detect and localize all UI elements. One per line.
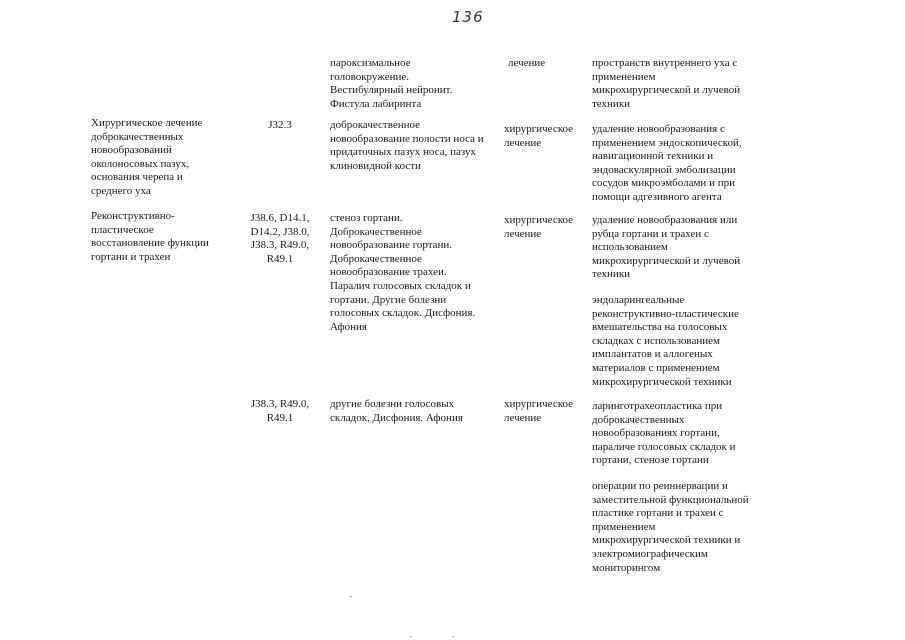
text-line: пластике гортани и трахеи с (592, 507, 724, 520)
row2-method2 (592, 294, 739, 389)
text-line: заместительной функциональной (592, 493, 749, 506)
row1-method (592, 123, 742, 205)
text-line: доброкачественных (592, 413, 685, 426)
row3-method2 (592, 480, 749, 575)
text-line: параличе голосовых складок и (592, 440, 736, 453)
text-line: эндоларингеальные (592, 294, 685, 306)
text-line: Реконструктивно- (91, 210, 175, 222)
text-line: микрохирургической и лучевой (592, 254, 741, 267)
row1-procedure (91, 117, 202, 199)
text-line: среднего уха (91, 184, 151, 197)
text-line: техники (592, 97, 631, 110)
text-line: гортани, стенозе гортани (592, 454, 709, 467)
text-line: лечение (504, 136, 542, 149)
text-line: пароксизмальное (330, 57, 411, 69)
text-line: новообразований (91, 144, 172, 157)
text-line: эндоваскулярной эмболизации (592, 163, 736, 176)
text-line: применением эндоскопической, (592, 136, 742, 149)
text-line: имплантатов и аллогеных (592, 348, 713, 361)
scan-speck (452, 636, 454, 637)
continuation-treatment (508, 57, 545, 71)
text-line: гортани и трахеи (91, 250, 171, 263)
text-line: навигационной техники и (592, 150, 714, 163)
code-line: J38.3, R49.0, (250, 239, 310, 252)
text-line: складок. Дисфония. Афония (330, 411, 463, 424)
text-line: головокружение. (330, 70, 409, 83)
text-line: материалов с применением (592, 361, 720, 374)
text-line: Вестибулярный нейронит. (330, 84, 453, 97)
text-line: новообразование полости носа и (330, 132, 484, 145)
row1-codes (244, 119, 316, 133)
row2-codes (244, 212, 316, 266)
code-line: R49.1 (266, 411, 294, 424)
text-line: хирургическое (504, 214, 574, 226)
text-line: гортани. Другие болезни (330, 293, 447, 306)
text-line: складках с использованием (592, 334, 720, 347)
row3-method (592, 400, 736, 468)
row3-codes (244, 398, 316, 425)
text-line: придаточных пазух носа, пазух (330, 146, 476, 159)
text-line: доброкачественных (91, 130, 184, 143)
text-line: пластическое (91, 223, 154, 236)
scan-speck (350, 596, 352, 597)
text-line: Доброкачественное (330, 252, 422, 265)
row3-treatment (504, 398, 573, 425)
row2-procedure (91, 210, 209, 264)
text-line: основания черепа и (91, 171, 183, 184)
row3-diagnosis (330, 398, 463, 425)
text-line: новообразованиях гортани, (592, 427, 720, 440)
page-number: 136 (452, 8, 484, 26)
text-line: лечение (508, 57, 546, 69)
row2-diagnosis (330, 212, 475, 334)
text-line: пространств внутреннего уха с (592, 57, 738, 69)
code-line: R49.1 (266, 252, 294, 265)
text-line: реконструктивно-пластические (592, 307, 739, 320)
row2-treatment (504, 214, 573, 241)
text-line: хирургическое (504, 398, 574, 410)
row2-method (592, 214, 740, 282)
scan-speck (410, 636, 412, 637)
text-line: техники (592, 268, 631, 281)
row1-treatment (504, 123, 573, 150)
text-line: удаление новообразования или (592, 214, 738, 226)
text-line: восстановление функции (91, 237, 209, 250)
row1-diagnosis (330, 119, 484, 173)
text-line: вмешательства на голосовых (592, 321, 728, 334)
text-line: Афония (330, 320, 367, 333)
code-line: J32.3 (268, 119, 292, 131)
text-line: удаление новообразования с (592, 123, 725, 135)
text-line: микрохирургической техники и (592, 534, 741, 547)
text-line: применением (592, 70, 656, 83)
text-line: операции по реиннервации и (592, 480, 728, 492)
text-line: Доброкачественное (330, 225, 422, 238)
text-line: рубца гортани и трахеи с (592, 227, 709, 240)
text-line: Хирургическое лечение (91, 117, 203, 129)
text-line: новообразование гортани. (330, 239, 453, 252)
code-line: J38.3, R49.0, (250, 398, 310, 410)
text-line: микрохирургической и лучевой (592, 84, 741, 97)
text-line: применением (592, 520, 656, 533)
text-line: околоносовых пазух, (91, 157, 190, 170)
text-line: голосовых складок. Дисфония. (330, 307, 476, 320)
text-line: Фистула лабиринта (330, 97, 422, 110)
text-line: микрохирургической техники (592, 375, 732, 388)
text-line: новообразование трахеи. (330, 266, 447, 279)
text-line: ларинготрахеопластика при (592, 400, 723, 412)
continuation-method (592, 57, 740, 111)
text-line: помощи адгезивного агента (592, 190, 722, 203)
code-line: J38.6, D14.1, (250, 212, 310, 224)
text-line: стеноз гортани. (330, 212, 403, 224)
code-line: D14.2, J38.0, (250, 225, 310, 238)
text-line: сосудов микроэмболами и при (592, 177, 735, 190)
text-line: клиновидной кости (330, 159, 421, 172)
text-line: лечение (504, 411, 542, 424)
text-line: хирургическое (504, 123, 574, 135)
text-line: другие болезни голосовых (330, 398, 455, 410)
text-line: Паралич голосовых складок и (330, 279, 471, 292)
text-line: мониторингом (592, 561, 661, 574)
text-line: использованием (592, 241, 668, 254)
text-line: лечение (504, 227, 542, 240)
text-line: доброкачественное (330, 119, 420, 131)
text-line: электромиографическим (592, 547, 708, 560)
continuation-diagnosis (330, 57, 452, 111)
